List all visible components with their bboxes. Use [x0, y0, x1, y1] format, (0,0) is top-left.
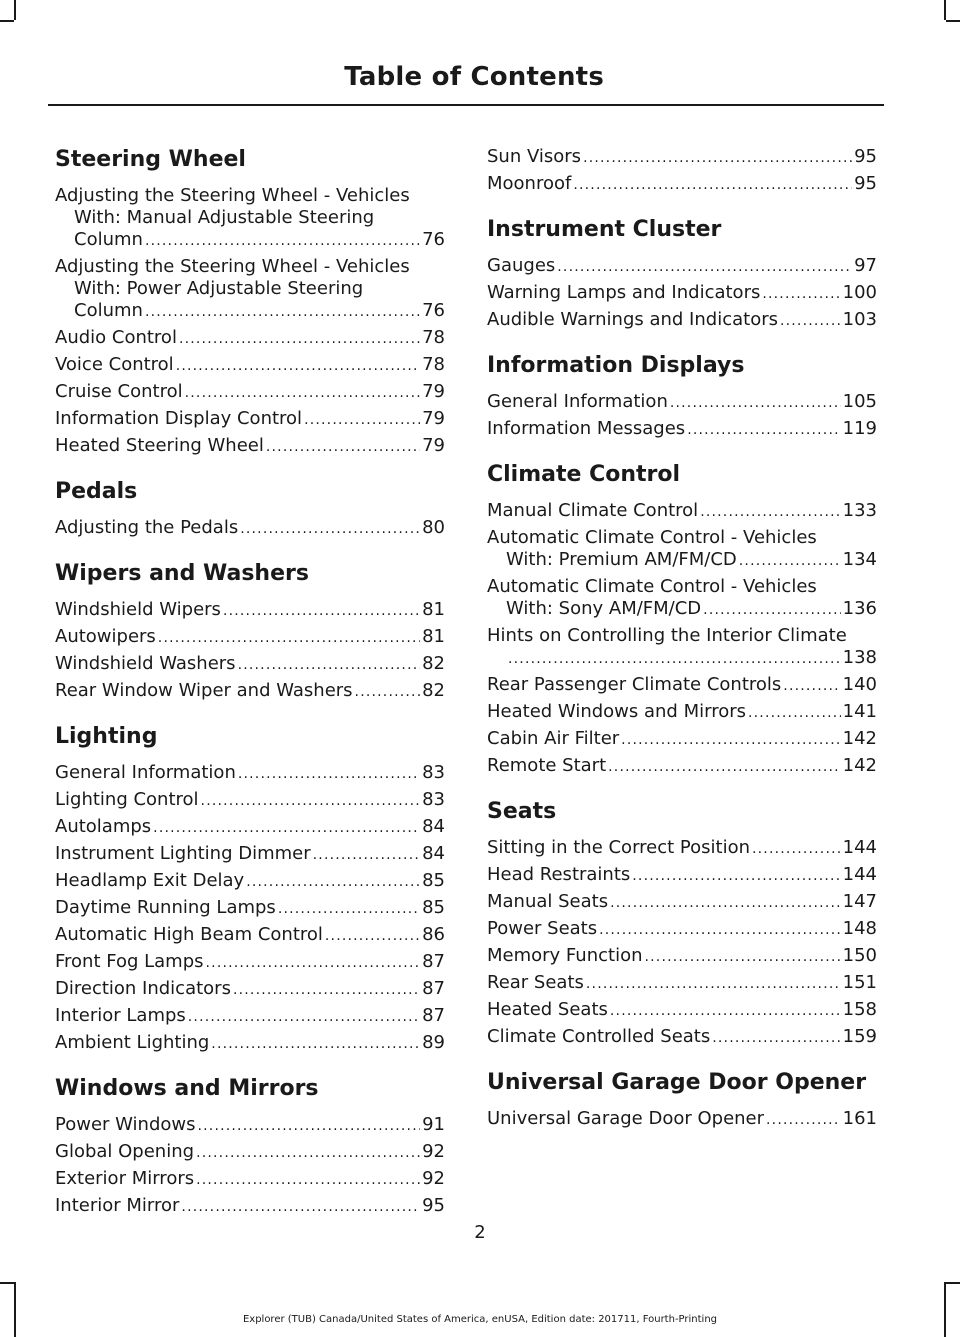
toc-entry-title: Ambient Lighting	[55, 1032, 210, 1053]
section-heading: Lighting	[55, 724, 158, 749]
toc-entry-title: Front Fog Lamps	[55, 951, 204, 972]
toc-entry[interactable]	[487, 173, 877, 196]
dot-leader	[185, 382, 420, 404]
dot-leader	[188, 1006, 420, 1028]
toc-entry-row	[487, 918, 877, 941]
toc-entry-title: Information Display Control	[55, 408, 303, 429]
dot-leader	[223, 600, 420, 622]
toc-entry[interactable]	[487, 576, 877, 621]
crop-mark	[14, 1282, 16, 1337]
dot-leader	[573, 174, 852, 196]
toc-page-number: 158	[842, 999, 877, 1020]
dot-leader	[762, 283, 840, 305]
section-heading: Windows and Mirrors	[55, 1076, 319, 1101]
toc-page-number: 142	[842, 728, 877, 749]
toc-entry-row	[487, 701, 877, 724]
dot-leader	[145, 301, 420, 323]
toc-entry-title: Adjusting the Pedals	[55, 517, 239, 538]
toc-page-number: 91	[422, 1114, 445, 1135]
toc-entry-title: Lighting Control	[55, 789, 199, 810]
toc-entry-row	[487, 418, 877, 441]
toc-entry-title: Audible Warnings and Indicators	[487, 309, 778, 330]
dot-leader	[780, 310, 841, 332]
dot-leader	[325, 925, 420, 947]
toc-entry-title: Power Seats	[487, 918, 598, 939]
toc-entry[interactable]	[55, 327, 445, 350]
toc-entry[interactable]	[55, 354, 445, 377]
crop-mark	[946, 1282, 960, 1284]
toc-entry-row	[55, 653, 445, 676]
toc-page-number: 82	[422, 680, 445, 701]
toc-page-number: 87	[422, 978, 445, 999]
dot-leader	[198, 1115, 421, 1137]
toc-entry-row	[487, 549, 877, 572]
toc-entry[interactable]	[55, 185, 445, 252]
toc-page-number: 79	[422, 435, 445, 456]
toc-page-number: 95	[854, 173, 877, 194]
toc-entry-row	[55, 599, 445, 622]
toc-entry-line: Hints on Controlling the Interior Climate	[487, 625, 847, 646]
dot-leader	[278, 898, 420, 920]
toc-entry[interactable]	[55, 408, 445, 431]
dot-leader	[783, 675, 840, 697]
dot-leader	[712, 1027, 840, 1049]
toc-page-number: 87	[422, 1005, 445, 1026]
toc-page-number: 76	[422, 300, 445, 321]
toc-entry[interactable]	[55, 599, 445, 622]
toc-entry-row	[487, 391, 877, 414]
toc-entry-row	[55, 1114, 445, 1137]
toc-entry-row	[55, 680, 445, 703]
toc-entry-title: Column	[74, 300, 143, 321]
toc-entry[interactable]	[55, 1141, 445, 1164]
dot-leader	[583, 147, 852, 169]
toc-entry-title: Headlamp Exit Delay	[55, 870, 245, 891]
toc-entry-row	[487, 1026, 877, 1049]
title-divider	[48, 104, 884, 106]
dot-leader	[608, 756, 840, 778]
toc-entry-row	[55, 978, 445, 1001]
toc-entry-row	[55, 517, 445, 540]
toc-page-number: 92	[422, 1168, 445, 1189]
dot-leader	[610, 1000, 841, 1022]
toc-entry[interactable]	[55, 870, 445, 893]
toc-entry-title: Column	[74, 229, 143, 250]
toc-entry[interactable]	[55, 1032, 445, 1055]
toc-page-number: 89	[422, 1032, 445, 1053]
toc-entry-title: Rear Passenger Climate Controls	[487, 674, 782, 695]
toc-entry-title: Rear Window Wiper and Washers	[55, 680, 353, 701]
toc-entry-row	[55, 300, 445, 323]
toc-entry-title: Climate Controlled Seats	[487, 1026, 711, 1047]
page-title: Table of Contents	[344, 62, 604, 92]
dot-leader	[211, 1033, 420, 1055]
toc-page-number: 103	[842, 309, 877, 330]
toc-entry-row	[55, 843, 445, 866]
crop-mark	[946, 20, 960, 22]
toc-entry-row	[487, 598, 877, 621]
dot-leader	[196, 1142, 420, 1164]
toc-entry-title: Memory Function	[487, 945, 643, 966]
section-heading: Climate Control	[487, 462, 681, 487]
toc-entry-row	[487, 309, 877, 332]
toc-entry-row	[487, 864, 877, 887]
toc-entry-title: General Information	[487, 391, 668, 412]
toc-entry[interactable]	[487, 255, 877, 278]
toc-page-number: 133	[842, 500, 877, 521]
toc-entry[interactable]	[487, 674, 877, 697]
toc-page-number: 150	[842, 945, 877, 966]
toc-entry-row	[487, 282, 877, 305]
toc-page-number: 95	[854, 146, 877, 167]
toc-entry-row	[55, 951, 445, 974]
toc-page-number: 161	[842, 1108, 877, 1129]
toc-entry-row	[55, 327, 445, 350]
toc-page-number: 80	[422, 517, 445, 538]
toc-entry-row	[487, 1108, 877, 1131]
toc-page-number: 78	[422, 327, 445, 348]
section-heading: Universal Garage Door Opener	[487, 1070, 867, 1095]
toc-entry[interactable]	[487, 945, 877, 968]
toc-entry-title: Manual Seats	[487, 891, 609, 912]
toc-entry[interactable]	[55, 762, 445, 785]
toc-entry[interactable]	[487, 837, 877, 860]
toc-entry-row	[55, 381, 445, 404]
toc-entry[interactable]	[55, 843, 445, 866]
toc-page-number: 84	[422, 843, 445, 864]
toc-entry-title: Autolamps	[55, 816, 152, 837]
dot-leader	[739, 550, 841, 572]
toc-entry[interactable]	[487, 918, 877, 941]
toc-page-number: 136	[842, 598, 877, 619]
toc-page-number: 141	[842, 701, 877, 722]
section-heading: Information Displays	[487, 353, 745, 378]
dot-leader	[599, 919, 841, 941]
toc-entry-title: Global Opening	[55, 1141, 195, 1162]
dot-leader	[313, 844, 420, 866]
toc-entry[interactable]	[55, 256, 445, 323]
dot-leader	[201, 790, 421, 812]
toc-entry[interactable]	[55, 1005, 445, 1028]
toc-entry-title: Instrument Lighting Dimmer	[55, 843, 311, 864]
toc-page-number: 76	[422, 229, 445, 250]
toc-page-number: 84	[422, 816, 445, 837]
section-heading: Instrument Cluster	[487, 217, 722, 242]
toc-page-number: 105	[842, 391, 877, 412]
toc-entry-title: Exterior Mirrors	[55, 1168, 195, 1189]
toc-entry-row	[55, 354, 445, 377]
toc-entry[interactable]	[55, 680, 445, 703]
toc-entry-row	[487, 255, 877, 278]
toc-right-column	[487, 146, 877, 1135]
toc-entry-title: Daytime Running Lamps	[55, 897, 276, 918]
toc-entry[interactable]	[487, 527, 877, 572]
toc-entry[interactable]	[487, 728, 877, 751]
toc-page-number: 140	[842, 674, 877, 695]
toc-entry[interactable]	[55, 816, 445, 839]
dot-leader	[508, 648, 841, 670]
toc-page-number: 81	[422, 599, 445, 620]
toc-entry-row	[55, 1195, 445, 1218]
toc-page-number: 119	[842, 418, 877, 439]
toc-entry-title: With: Premium AM/FM/CD	[506, 549, 737, 570]
dot-leader	[752, 838, 841, 860]
toc-entry[interactable]	[55, 626, 445, 649]
toc-entry[interactable]	[487, 701, 877, 724]
toc-entry-title: Information Messages	[487, 418, 686, 439]
toc-entry-title: Sun Visors	[487, 146, 582, 167]
toc-entry[interactable]	[55, 1168, 445, 1191]
toc-page-number: 100	[842, 282, 877, 303]
toc-entry[interactable]	[487, 999, 877, 1022]
toc-entry[interactable]	[487, 309, 877, 332]
dot-leader	[196, 1169, 420, 1191]
toc-entry-title: Heated Seats	[487, 999, 608, 1020]
toc-entry-row	[487, 972, 877, 995]
toc-entry-row	[55, 626, 445, 649]
toc-entry-line: With: Manual Adjustable Steering	[74, 207, 375, 228]
toc-entry-row	[55, 762, 445, 785]
dot-leader	[700, 501, 840, 523]
dot-leader	[632, 865, 840, 887]
toc-page-number: 83	[422, 789, 445, 810]
toc-page-number: 81	[422, 626, 445, 647]
dot-leader	[181, 1196, 420, 1218]
toc-entry[interactable]	[55, 653, 445, 676]
dot-leader	[240, 518, 420, 540]
toc-entry-title: Sitting in the Correct Position	[487, 837, 750, 858]
toc-entry[interactable]	[55, 897, 445, 920]
toc-entry-title: Moonroof	[487, 173, 572, 194]
toc-page-number: 78	[422, 354, 445, 375]
toc-page-number: 92	[422, 1141, 445, 1162]
toc-page-number: 83	[422, 762, 445, 783]
toc-entry-line: With: Power Adjustable Steering	[74, 278, 364, 299]
toc-entry-title: Cruise Control	[55, 381, 183, 402]
dot-leader	[153, 817, 420, 839]
toc-entry-row	[487, 647, 877, 670]
toc-page-number: 144	[842, 837, 877, 858]
toc-entry-title: Autowipers	[55, 626, 156, 647]
dot-leader	[586, 973, 841, 995]
toc-page-number: 86	[422, 924, 445, 945]
crop-mark	[944, 1282, 946, 1337]
toc-entry-row	[55, 1005, 445, 1028]
dot-leader	[304, 409, 420, 431]
dot-leader	[233, 979, 420, 1001]
toc-entry[interactable]	[55, 978, 445, 1001]
toc-entry[interactable]	[487, 391, 877, 414]
dot-leader	[645, 946, 841, 968]
toc-entry-row	[55, 1168, 445, 1191]
toc-page-number: 79	[422, 408, 445, 429]
dot-leader	[610, 892, 841, 914]
toc-entry-title: Interior Mirror	[55, 1195, 180, 1216]
dot-leader	[206, 952, 421, 974]
dot-leader	[158, 627, 420, 649]
toc-entry-row	[487, 500, 877, 523]
toc-entry-line: Automatic Climate Control - Vehicles	[487, 527, 817, 548]
toc-page-number: 159	[842, 1026, 877, 1047]
toc-entry[interactable]	[487, 146, 877, 169]
dot-leader	[179, 328, 420, 350]
dot-leader	[246, 871, 420, 893]
toc-entry[interactable]	[487, 625, 877, 670]
toc-entry-row	[55, 1032, 445, 1055]
toc-entry-row	[55, 789, 445, 812]
dot-leader	[621, 729, 840, 751]
dot-leader	[703, 599, 840, 621]
toc-page-number: 142	[842, 755, 877, 776]
page-number: 2	[474, 1222, 486, 1243]
toc-entry-title: Heated Steering Wheel	[55, 435, 264, 456]
toc-entry-title: Windshield Washers	[55, 653, 236, 674]
section-heading: Steering Wheel	[55, 147, 246, 172]
toc-entry[interactable]	[487, 891, 877, 914]
crop-mark	[0, 1282, 14, 1284]
toc-left-column	[55, 146, 445, 1222]
toc-entry-title: Audio Control	[55, 327, 177, 348]
toc-entry-row	[55, 816, 445, 839]
toc-entry[interactable]	[487, 418, 877, 441]
dot-leader	[766, 1109, 841, 1131]
toc-entry[interactable]	[55, 924, 445, 947]
toc-entry-title: Head Restraints	[487, 864, 631, 885]
toc-entry-title: Universal Garage Door Opener	[487, 1108, 765, 1129]
toc-entry-title: With: Sony AM/FM/CD	[506, 598, 702, 619]
toc-entry-title: Cabin Air Filter	[487, 728, 620, 749]
toc-entry-title: Rear Seats	[487, 972, 584, 993]
toc-entry-title: Gauges	[487, 255, 556, 276]
dot-leader	[266, 436, 420, 458]
toc-page-number: 138	[842, 647, 877, 668]
toc-entry-title: Windshield Wipers	[55, 599, 221, 620]
toc-entry-row	[487, 674, 877, 697]
toc-entry[interactable]	[55, 1114, 445, 1137]
toc-page-number: 82	[422, 653, 445, 674]
toc-entry[interactable]	[55, 381, 445, 404]
crop-mark	[14, 0, 16, 20]
toc-page-number: 148	[842, 918, 877, 939]
dot-leader	[238, 654, 421, 676]
toc-entry-title: Automatic High Beam Control	[55, 924, 323, 945]
toc-entry-row	[55, 229, 445, 252]
toc-entry-row	[487, 728, 877, 751]
toc-page-number: 79	[422, 381, 445, 402]
toc-entry-row	[55, 897, 445, 920]
toc-entry-title: Direction Indicators	[55, 978, 231, 999]
toc-entry[interactable]	[55, 789, 445, 812]
toc-entry-title: Manual Climate Control	[487, 500, 699, 521]
toc-entry[interactable]	[55, 435, 445, 458]
toc-entry-title: Remote Start	[487, 755, 607, 776]
toc-entry-row	[55, 408, 445, 431]
toc-entry-title: General Information	[55, 762, 236, 783]
toc-entry-title: Voice Control	[55, 354, 174, 375]
dot-leader	[145, 230, 420, 252]
section-heading: Pedals	[55, 479, 138, 504]
toc-entry[interactable]	[487, 755, 877, 778]
toc-entry-row	[487, 837, 877, 860]
dot-leader	[670, 392, 841, 414]
toc-entry-row	[487, 146, 877, 169]
section-heading: Seats	[487, 799, 557, 824]
toc-entry-row	[487, 945, 877, 968]
toc-entry-line: Adjusting the Steering Wheel - Vehicles	[55, 256, 410, 277]
dot-leader	[687, 419, 840, 441]
toc-entry[interactable]	[487, 864, 877, 887]
dot-leader	[176, 355, 420, 377]
footer-edition-info: Explorer (TUB) Canada/United States of America, enUSA, Edition date: 201711, Fourth-Printing	[242, 1314, 718, 1325]
toc-entry-title: Power Windows	[55, 1114, 196, 1135]
toc-entry-row	[487, 755, 877, 778]
toc-page-number: 147	[842, 891, 877, 912]
dot-leader	[238, 763, 420, 785]
toc-page-number: 134	[842, 549, 877, 570]
toc-entry-row	[487, 999, 877, 1022]
toc-entry[interactable]	[487, 282, 877, 305]
dot-leader	[557, 256, 852, 278]
crop-mark	[944, 0, 946, 20]
toc-entry-row	[487, 891, 877, 914]
toc-entry-line: Adjusting the Steering Wheel - Vehicles	[55, 185, 410, 206]
toc-entry-row	[55, 870, 445, 893]
toc-page-number: 85	[422, 870, 445, 891]
toc-entry-title: Heated Windows and Mirrors	[487, 701, 746, 722]
crop-mark	[0, 20, 14, 22]
section-heading: Wipers and Washers	[55, 561, 309, 586]
toc-entry[interactable]	[55, 517, 445, 540]
toc-entry-row	[55, 924, 445, 947]
toc-page-number: 97	[854, 255, 877, 276]
toc-entry[interactable]	[487, 972, 877, 995]
dot-leader	[748, 702, 841, 724]
toc-page-number: 85	[422, 897, 445, 918]
toc-entry[interactable]	[55, 1195, 445, 1218]
toc-page-number: 151	[842, 972, 877, 993]
toc-entry-title: Interior Lamps	[55, 1005, 186, 1026]
toc-page-number: 144	[842, 864, 877, 885]
toc-entry[interactable]	[487, 1026, 877, 1049]
toc-entry[interactable]	[55, 951, 445, 974]
toc-entry[interactable]	[487, 500, 877, 523]
toc-entry-row	[487, 173, 877, 196]
toc-entry-row	[55, 1141, 445, 1164]
toc-page-number: 87	[422, 951, 445, 972]
toc-entry-row	[55, 435, 445, 458]
toc-entry-title: Warning Lamps and Indicators	[487, 282, 761, 303]
toc-page-number: 95	[422, 1195, 445, 1216]
dot-leader	[355, 681, 421, 703]
toc-entry[interactable]	[487, 1108, 877, 1131]
toc-entry-line: Automatic Climate Control - Vehicles	[487, 576, 817, 597]
